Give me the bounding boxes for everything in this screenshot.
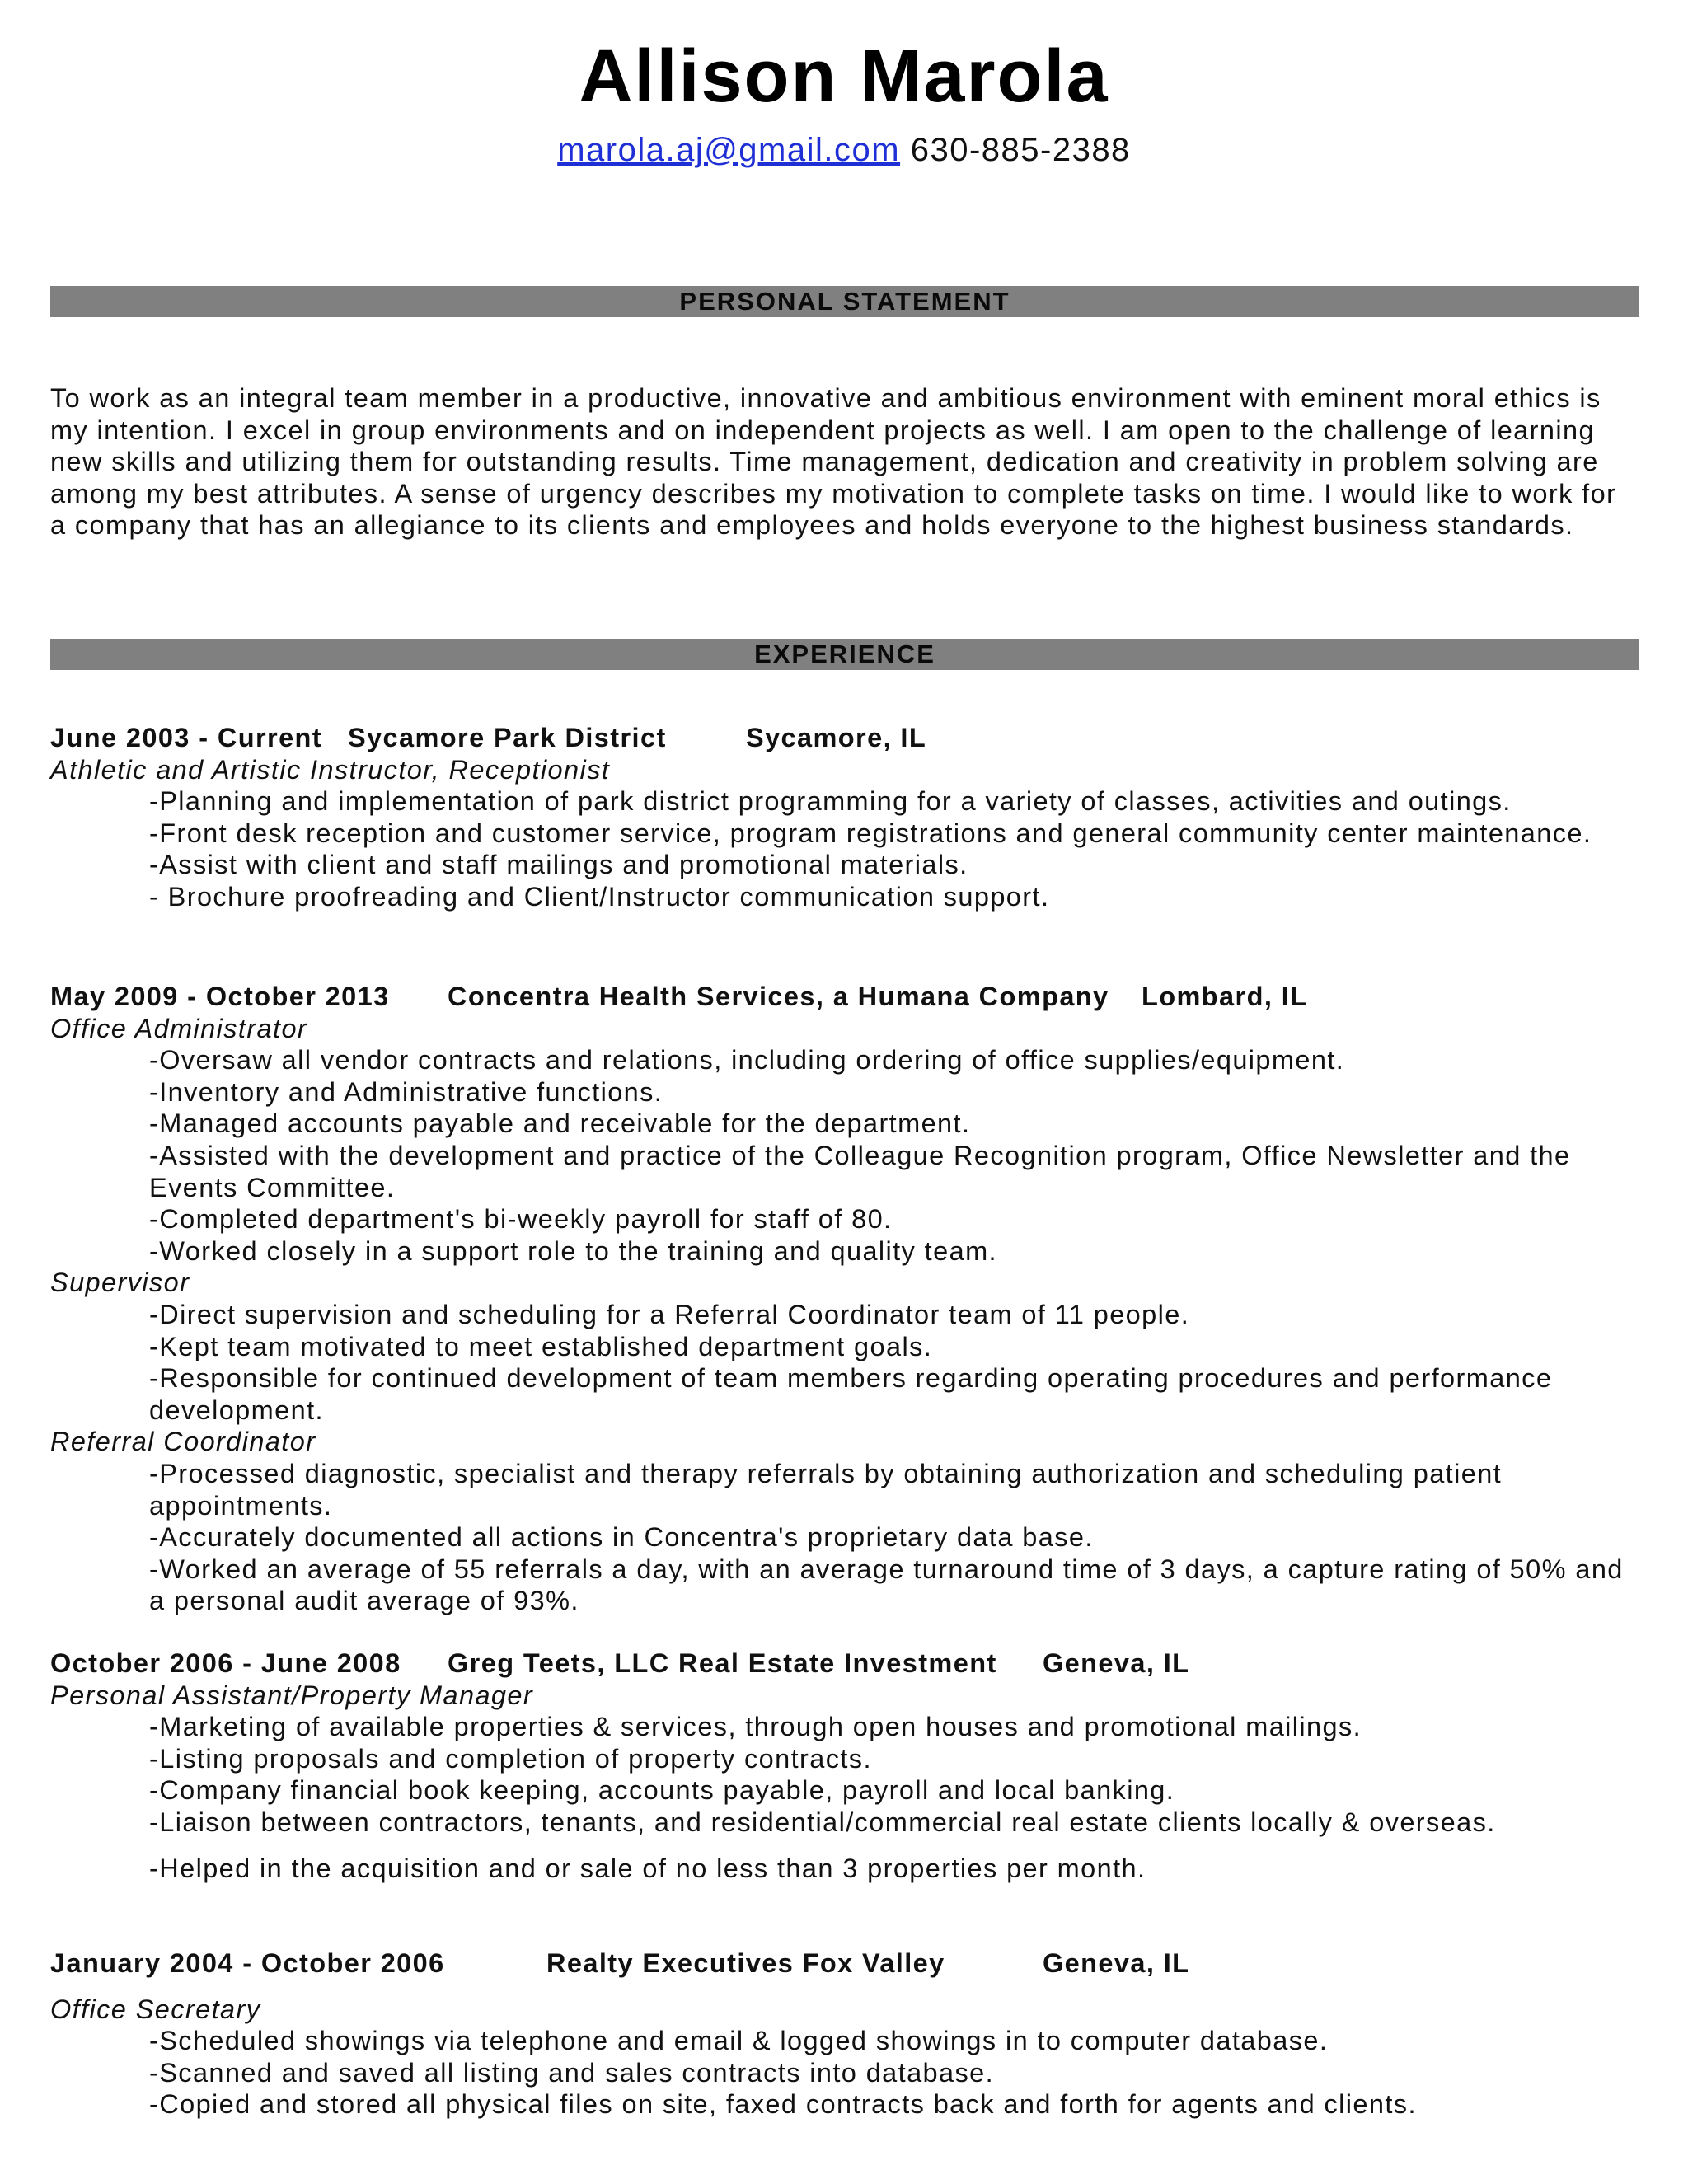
- personal-statement-text: To work as an integral team member in a productive, innovative and ambitious environment with eminent moral ethics is my intention. I excel in group environments and on independent projects as well. I am open to the challenge of learning new skills and utilizing them for outstanding results. Time management, dedication and creativity in problem solving are among my best attributes. A sense of urgency describes my motivation to complete tasks on time. I would like to work for a company that has an allegiance to its clients and employees and holds everyone to the highest business standards.: [50, 383, 1617, 540]
- job-entry: [50, 1947, 1641, 2121]
- email-link[interactable]: marola.aj@gmail.com: [557, 132, 901, 168]
- section-header-personal-statement: PERSONAL STATEMENT: [50, 286, 1639, 317]
- contact-line: [0, 127, 1688, 173]
- job-bullet: -Inventory and Administrative functions.: [149, 1076, 663, 1107]
- job-bullet: -Listing proposals and completion of property contracts.: [149, 1743, 872, 1774]
- job-bullet: -Managed accounts payable and receivable for the department.: [149, 1108, 971, 1139]
- job-bullet: -Kept team motivated to meet established department goals.: [149, 1331, 933, 1361]
- job-bullet: -Front desk reception and customer service, program registrations and general community center maintenance.: [149, 818, 1592, 848]
- job-bullet: -Copied and stored all physical files on site, faxed contracts back and forth for agents and clients.: [149, 2089, 1417, 2120]
- job-dates: June 2003 - Current: [50, 723, 323, 752]
- job-role-title: Office Secretary: [50, 1994, 261, 2024]
- spacer: [50, 1980, 1641, 1994]
- job-bullet: -Responsible for continued development of team members regarding operating procedures and performance development.: [149, 1363, 1553, 1425]
- job-bullet: -Scanned and saved all listing and sales contracts into database.: [149, 2057, 995, 2088]
- job-bullet: -Worked an average of 55 referrals a day, with an average turnaround time of 3 days, a capture rating of 50% and a personal audit average of 93%.: [149, 1554, 1624, 1616]
- job-employer: Sycamore Park District: [348, 723, 667, 752]
- job-bullet: -Processed diagnostic, specialist and therapy referrals by obtaining authorization and scheduling patient appointments.: [149, 1458, 1503, 1521]
- job-bullet: -Completed department's bi-weekly payroll for staff of 80.: [149, 1204, 893, 1235]
- job-header: [50, 722, 1641, 754]
- job-bullet: -Accurately documented all actions in Concentra's proprietary data base.: [149, 1522, 1094, 1553]
- job-bullet: -Assisted with the development and practice of the Colleague Recognition program, Office Newsletter and the Events Committee.: [149, 1140, 1571, 1202]
- job-role-title: Supervisor: [50, 1268, 190, 1298]
- phone-number: 630-885-2388: [910, 132, 1131, 168]
- job-role-title: Personal Assistant/Property Manager: [50, 1680, 534, 1710]
- job-entry: [50, 981, 1641, 1617]
- job-bullet: -Helped in the acquisition and or sale of no less than 3 properties per month.: [149, 1853, 1146, 1883]
- job-bullet: - Brochure proofreading and Client/Instructor communication support.: [149, 881, 1050, 912]
- candidate-name: Allison Marola: [579, 35, 1109, 118]
- job-role-title: Referral Coordinator: [50, 1427, 316, 1457]
- section-header-experience: EXPERIENCE: [50, 639, 1639, 670]
- job-header: [50, 1947, 1641, 1980]
- job-location: Geneva, IL: [1043, 1948, 1190, 1978]
- job-employer: Greg Teets, LLC Real Estate Investment: [448, 1648, 997, 1678]
- job-bullet: -Marketing of available properties & services, through open houses and promotional mailings.: [149, 1712, 1362, 1742]
- job-bullet: -Planning and implementation of park district programming for a variety of classes, activities and outings.: [149, 786, 1512, 817]
- job-bullet: -Liaison between contractors, tenants, and residential/commercial real estate clients locally & overseas.: [149, 1807, 1496, 1837]
- job-bullet: -Assist with client and staff mailings and promotional materials.: [149, 850, 968, 880]
- job-dates: October 2006 - June 2008: [50, 1648, 401, 1678]
- job-bullet: -Oversaw all vendor contracts and relations, including ordering of office supplies/equipment.: [149, 1045, 1345, 1076]
- job-bullet: -Direct supervision and scheduling for a Referral Coordinator team of 11 people.: [149, 1299, 1190, 1329]
- job-role-title: Office Administrator: [50, 1013, 308, 1043]
- job-bullet: -Scheduled showings via telephone and email & logged showings in to computer database.: [149, 2026, 1329, 2056]
- job-location: Lombard, IL: [1142, 982, 1308, 1011]
- job-bullet: -Worked closely in a support role to the training and quality team.: [149, 1235, 997, 1266]
- job-bullet: -Company financial book keeping, accounts payable, payroll and local banking.: [149, 1775, 1175, 1806]
- job-role-title: Athletic and Artistic Instructor, Receptionist: [50, 754, 611, 785]
- job-entry: [50, 722, 1641, 913]
- job-header: [50, 981, 1641, 1013]
- job-employer: Concentra Health Services, a Humana Company: [448, 982, 1109, 1011]
- job-dates: January 2004 - October 2006: [50, 1948, 445, 1978]
- job-location: Geneva, IL: [1043, 1648, 1190, 1678]
- job-entry: [50, 1647, 1641, 1884]
- job-employer: Realty Executives Fox Valley: [546, 1948, 945, 1978]
- spacer: [50, 1839, 1641, 1853]
- job-dates: May 2009 - October 2013: [50, 982, 390, 1011]
- job-location: Sycamore, IL: [746, 723, 927, 752]
- job-header: [50, 1647, 1641, 1680]
